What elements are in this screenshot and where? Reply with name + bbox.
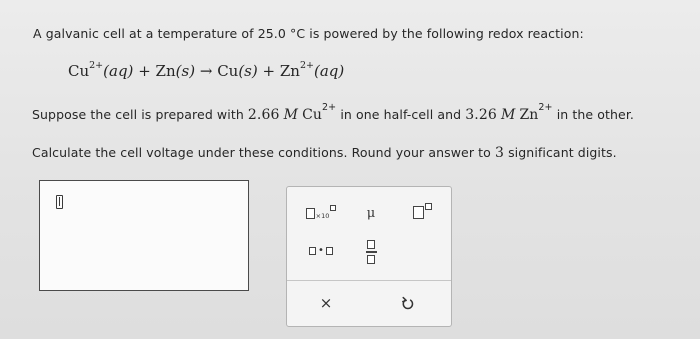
- operand-placeholder-icon: [309, 247, 316, 255]
- redox-equation: [68, 62, 344, 80]
- denominator-placeholder-icon: [367, 255, 375, 264]
- fraction-bar-icon: [366, 251, 377, 252]
- question-intro: A galvanic cell at a temperature of 25.0 °C is powered by the following redox reaction:: [33, 26, 584, 41]
- answer-input[interactable]: [39, 180, 249, 291]
- zinc-concentration: 3.26: [465, 107, 497, 123]
- copper-concentration: 2.66: [247, 107, 280, 123]
- superscript-button[interactable]: [405, 197, 439, 227]
- reactant-zinc: Zn(s): [155, 62, 196, 80]
- exponent-placeholder-icon: [425, 203, 432, 210]
- sig-figs-count: 3: [494, 145, 504, 161]
- operand-placeholder-icon: [326, 247, 333, 255]
- plus-sign: +: [262, 62, 276, 80]
- base-placeholder-icon: [306, 208, 315, 219]
- fraction-button[interactable]: [357, 235, 385, 269]
- question-setup: Suppose the cell is prepared with 2.66 M $Cu^{2+}$ in one half-cell and 3.26 M $Zn^{2+}$ in the other.: [32, 101, 634, 123]
- reaction-arrow: →: [199, 62, 213, 80]
- multiply-button[interactable]: [299, 239, 343, 263]
- multiply-dot-icon: •: [318, 245, 324, 256]
- scientific-notation-button[interactable]: [301, 199, 341, 227]
- base-placeholder-icon: [413, 206, 424, 219]
- text-cursor-icon: [56, 195, 63, 209]
- numerator-placeholder-icon: [367, 240, 375, 249]
- times-ten-label: ×10: [315, 211, 330, 220]
- reactant-copper-ion: $Cu^{2+}(aq)$: [68, 60, 134, 80]
- undo-icon: [401, 296, 415, 311]
- math-palette: [286, 186, 452, 327]
- product-copper: Cu(s): [217, 62, 258, 80]
- plus-sign: +: [138, 62, 151, 80]
- clear-button[interactable]: ×: [319, 294, 333, 312]
- question-task: Calculate the cell voltage under these conditions. Round your answer to 3 significant digits.: [32, 145, 617, 161]
- palette-divider: [287, 280, 451, 281]
- exponent-placeholder-icon: [330, 205, 336, 211]
- undo-button[interactable]: [395, 290, 421, 316]
- product-zinc-ion: $Zn^{2+}(aq)$: [279, 60, 345, 80]
- micro-button[interactable]: μ: [366, 205, 376, 221]
